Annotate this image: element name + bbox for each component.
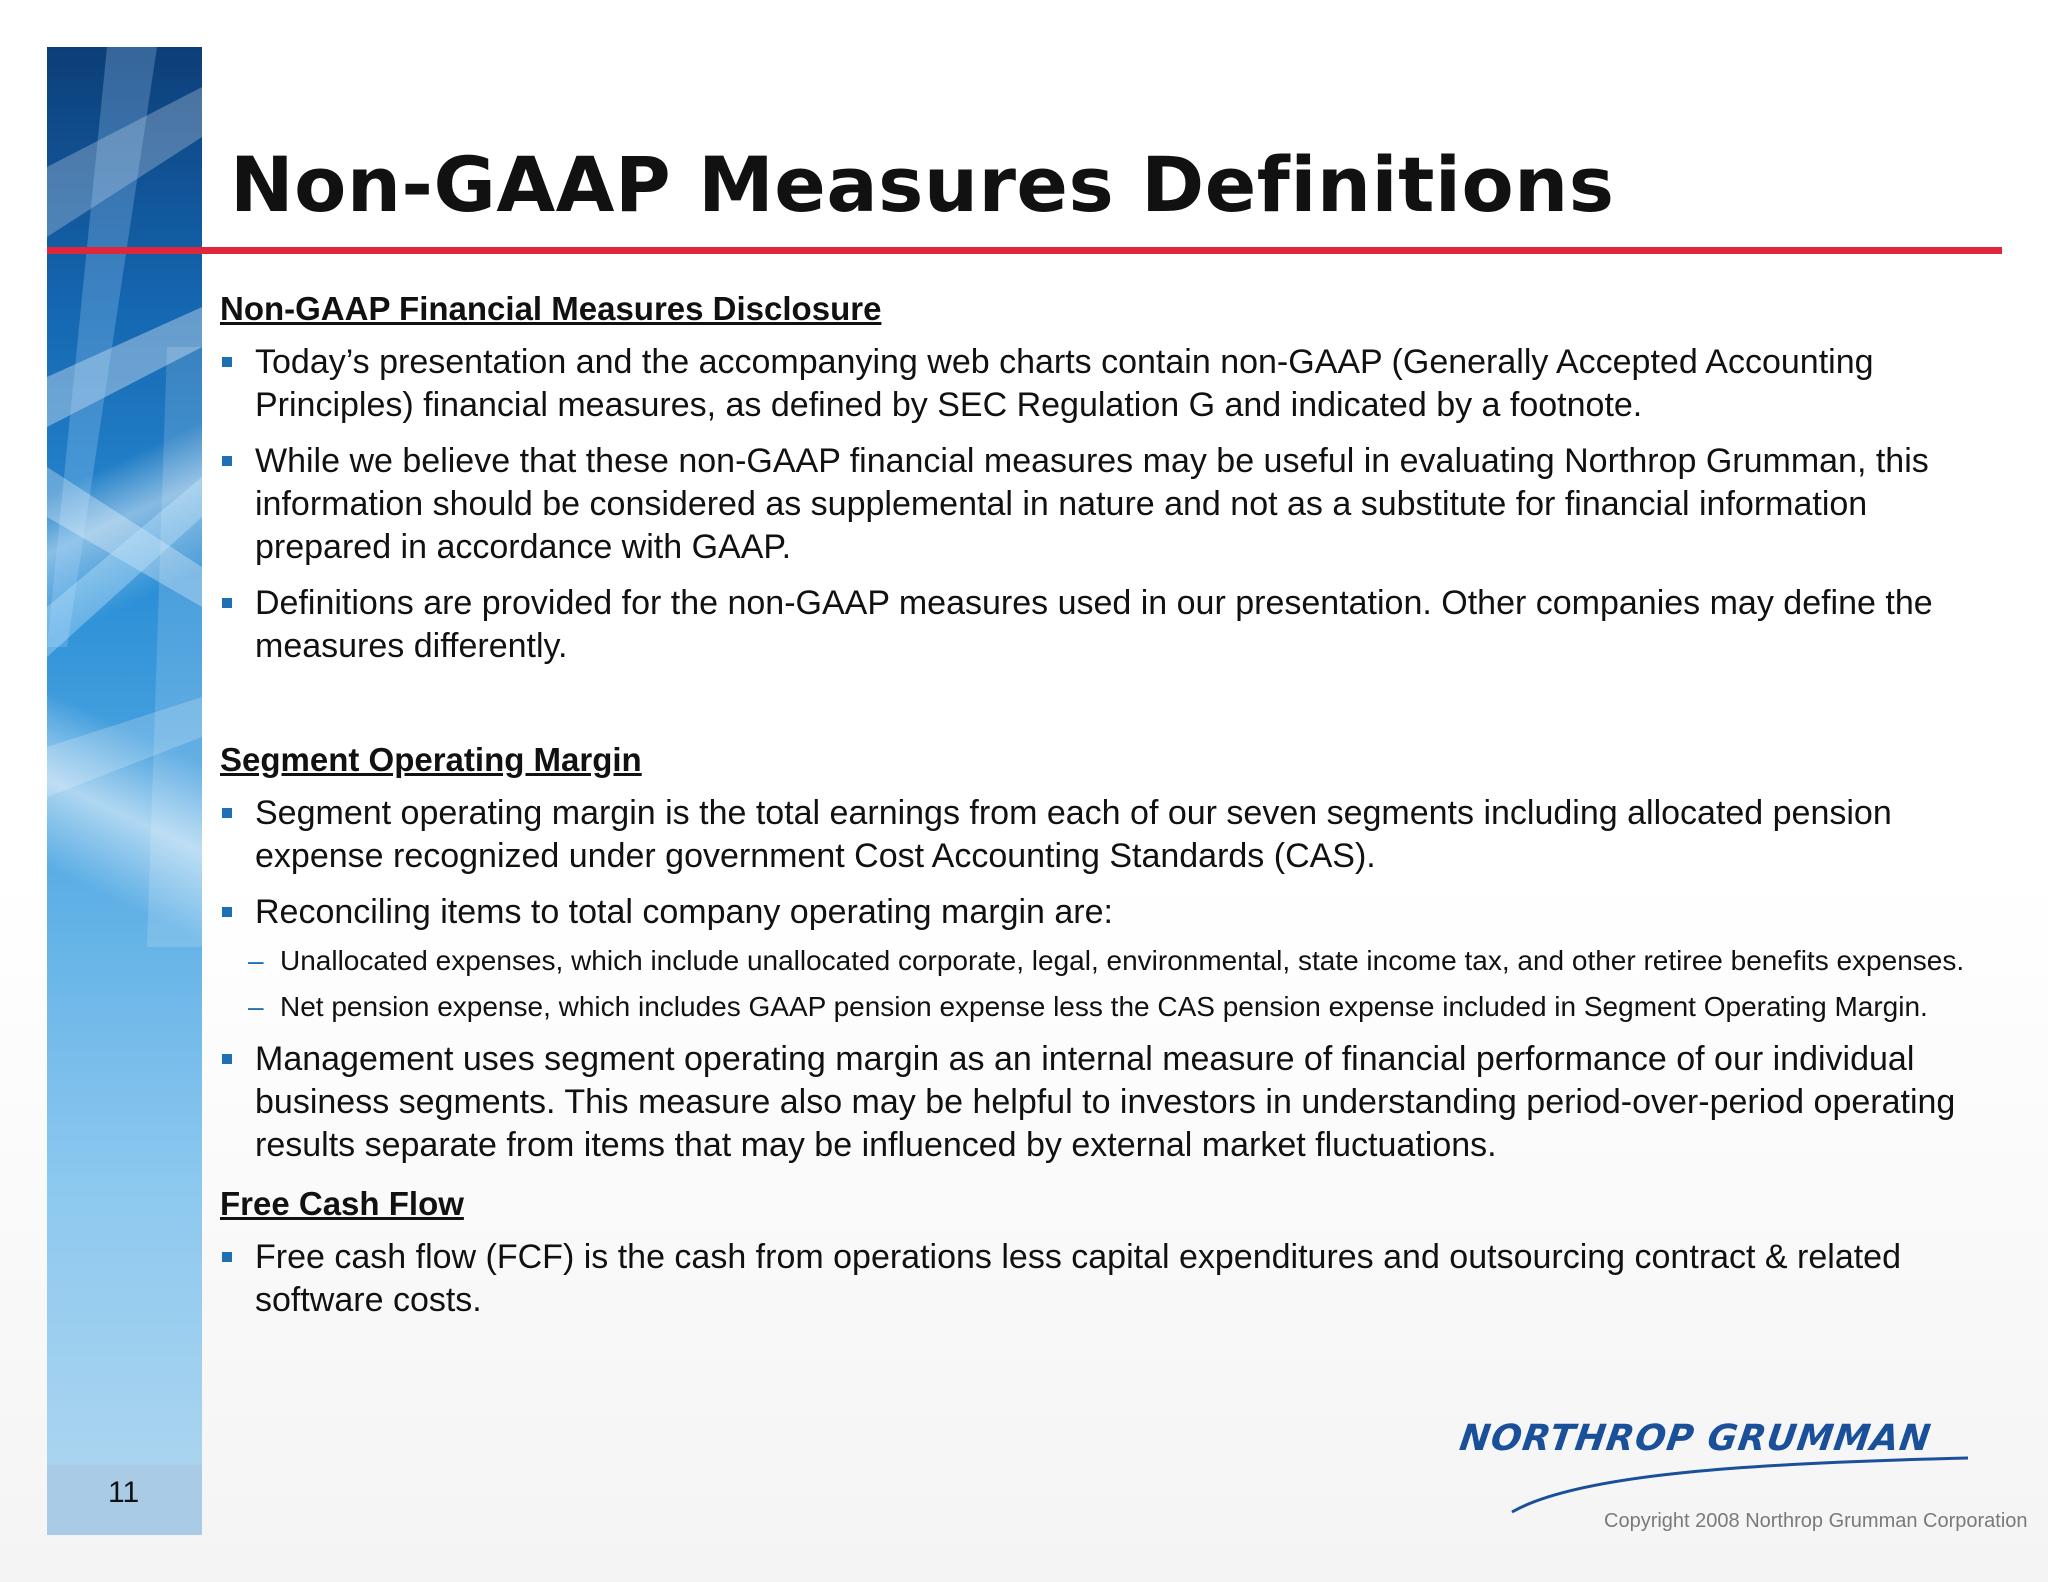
list-item: Management uses segment operating margin as an internal measure of financial performance of our individual business segments. This measure also may be helpful to investors in understanding period-over-period operating results separate from items that may be influenced by external market fluctuations. <box>220 1038 1980 1167</box>
list-item: While we believe that these non-GAAP financial measures may be useful in evaluating Northrop Grumman, this information should be considered as supplemental in nature and not as a substitute for financial information prepared in accordance with GAAP. <box>220 440 1980 569</box>
list-item-reconciling <box>220 891 1980 1025</box>
list-item: Free cash flow (FCF) is the cash from operations less capital expenditures and outsourcing contract & related software costs. <box>220 1236 1980 1322</box>
section-heading-free-cash-flow: Free Cash Flow <box>220 1185 464 1222</box>
section-heading-segment-margin: Segment Operating Margin <box>220 741 642 778</box>
disclosure-list <box>220 341 1980 668</box>
spacer <box>220 681 1980 736</box>
title-divider <box>47 247 2002 254</box>
list-item: Segment operating margin is the total earnings from each of our seven segments including allocated pension expense recognized under government Cost Accounting Standards (CAS). <box>220 792 1980 878</box>
light-burst-graphic <box>47 47 202 1465</box>
sub-list-item: – Unallocated expenses, which include unallocated corporate, legal, environmental, state income tax, and other retiree benefits expenses. <box>220 942 1980 979</box>
slide-title: Non-GAAP Measures Definitions <box>230 140 1615 229</box>
slide-body <box>220 285 1980 1335</box>
logo-wordmark: NORTHROP GRUMMAN <box>1457 1418 1934 1459</box>
page-number: 11 <box>108 1476 140 1509</box>
logo-swoosh-icon <box>1460 1418 1970 1518</box>
company-logo <box>1457 1418 1970 1518</box>
segment-margin-list <box>220 792 1980 1167</box>
free-cash-flow-list <box>220 1236 1980 1322</box>
section-heading-disclosure: Non-GAAP Financial Measures Disclosure <box>220 290 882 327</box>
sub-list-item: – Net pension expense, which includes GAAP pension expense less the CAS pension expense included in Segment Operating Margin. <box>220 988 1980 1025</box>
list-item-text: Reconciling items to total company operating margin are: <box>255 893 1113 931</box>
copyright-notice: Copyright 2008 Northrop Grumman Corporation <box>1604 1510 2028 1532</box>
list-item: Definitions are provided for the non-GAAP measures used in our presentation. Other companies may define the measures differently. <box>220 582 1980 668</box>
list-item: Today’s presentation and the accompanying web charts contain non-GAAP (Generally Accepted Accounting Principles) financial measures, as defined by SEC Regulation G and indicated by a footnote. <box>220 341 1980 427</box>
decorative-sidebar <box>47 47 202 1465</box>
reconciling-sub-list <box>255 942 1980 1025</box>
